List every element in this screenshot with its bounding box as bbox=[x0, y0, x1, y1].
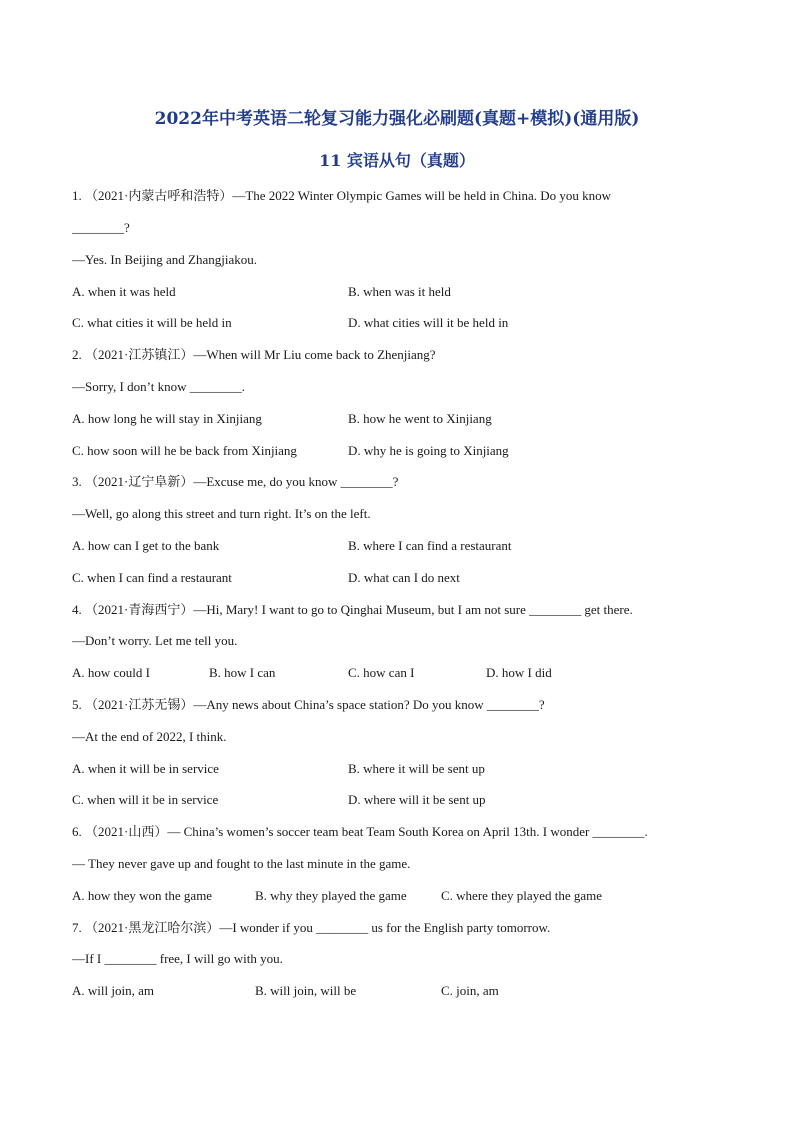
question-3-reply: —Well, go along this street and turn right. It’s on the left. bbox=[72, 506, 371, 521]
question-1-stem: 1. （2021·内蒙古呼和浩特）—The 2022 Winter Olympic Games will be held in China. Do you know bbox=[72, 188, 612, 203]
question-7-stem: 7. （2021·黑龙江哈尔滨）—I wonder if you ________ us for the English party tomorrow. bbox=[72, 920, 551, 935]
question-5-stem: 5. （2021·江苏无锡）—Any news about China’s space station? Do you know ________? bbox=[72, 697, 545, 712]
question-4-reply: —Don’t worry. Let me tell you. bbox=[72, 633, 238, 648]
question-1-option-a: A. when it was held bbox=[72, 284, 176, 299]
question-6-stem: 6. （2021·山西）— China’s women’s soccer team beat Team South Korea on April 13th. I wonder ________. bbox=[72, 824, 648, 839]
question-1-option-c: C. what cities it will be held in bbox=[72, 315, 232, 330]
question-2-option-d: D. why he is going to Xinjiang bbox=[348, 443, 509, 458]
question-2-option-c: C. how soon will he be back from Xinjiang bbox=[72, 443, 297, 458]
question-3-option-a: A. how can I get to the bank bbox=[72, 538, 220, 553]
question-2-option-b: B. how he went to Xinjiang bbox=[348, 411, 492, 426]
question-1-stem-cont: ________? bbox=[72, 220, 130, 235]
question-6-option-b: B. why they played the game bbox=[255, 888, 407, 903]
question-5-option-c: C. when will it be in service bbox=[72, 792, 219, 807]
question-3-option-d: D. what can I do next bbox=[348, 570, 460, 585]
question-1-option-d: D. what cities will it be held in bbox=[348, 315, 509, 330]
question-5-option-a: A. when it will be in service bbox=[72, 761, 219, 776]
question-3-option-c: C. when I can find a restaurant bbox=[72, 570, 232, 585]
question-5-reply: —At the end of 2022, I think. bbox=[72, 729, 227, 744]
question-7-option-a: A. will join, am bbox=[72, 983, 154, 998]
question-4-stem: 4. （2021·青海西宁）—Hi, Mary! I want to go to Qinghai Museum, but I am not sure ________ get there. bbox=[72, 602, 633, 617]
document-subtitle: 11 宾语从句（真题） bbox=[319, 151, 475, 170]
question-3-option-b: B. where I can find a restaurant bbox=[348, 538, 512, 553]
question-7-option-b: B. will join, will be bbox=[255, 983, 357, 998]
question-6-reply: — They never gave up and fought to the last minute in the game. bbox=[72, 856, 411, 871]
question-7-option-c: C. join, am bbox=[441, 983, 499, 998]
question-6-option-a: A. how they won the game bbox=[72, 888, 213, 903]
question-2-option-a: A. how long he will stay in Xinjiang bbox=[72, 411, 262, 426]
question-5-option-d: D. where will it be sent up bbox=[348, 792, 486, 807]
question-1-reply: —Yes. In Beijing and Zhangjiakou. bbox=[72, 252, 257, 267]
question-2-reply: —Sorry, I don’t know ________. bbox=[72, 379, 245, 394]
question-3-stem: 3. （2021·辽宁阜新）—Excuse me, do you know ________? bbox=[72, 474, 399, 489]
question-5-option-b: B. where it will be sent up bbox=[348, 761, 485, 776]
question-1-option-b: B. when was it held bbox=[348, 284, 451, 299]
question-6-option-c: C. where they played the game bbox=[441, 888, 602, 903]
document-title: 2022年中考英语二轮复习能力强化必刷题(真题+模拟)(通用版) bbox=[154, 109, 640, 129]
question-2-stem: 2. （2021·江苏镇江）—When will Mr Liu come back to Zhenjiang? bbox=[72, 347, 436, 362]
question-4-option-b: B. how I can bbox=[209, 665, 276, 680]
question-4-option-d: D. how I did bbox=[486, 665, 552, 680]
question-7-reply: —If I ________ free, I will go with you. bbox=[72, 951, 283, 966]
question-4-option-c: C. how can I bbox=[348, 665, 415, 680]
question-4-option-a: A. how could I bbox=[72, 665, 150, 680]
